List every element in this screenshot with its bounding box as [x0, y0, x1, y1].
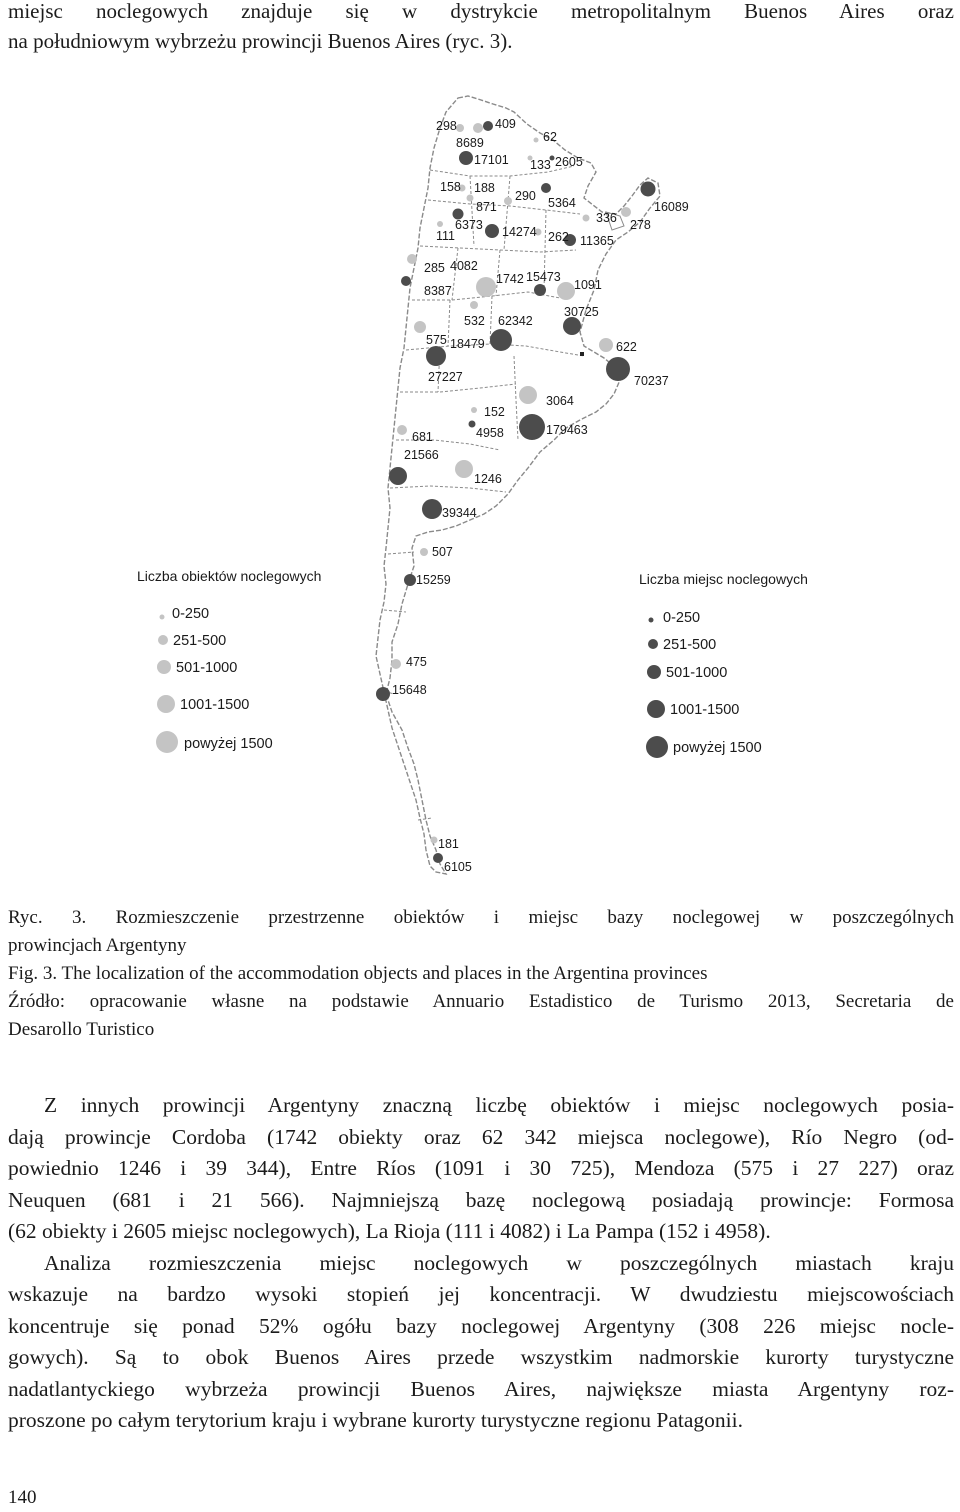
object-circle: [534, 138, 539, 143]
map-value-label: 622: [616, 340, 637, 354]
map-value-label: 14274: [502, 225, 537, 239]
map-value-label: 30725: [564, 305, 599, 319]
map-value-label: 18479: [450, 337, 485, 351]
paragraph-line: gowych). Są to obok Buenos Aires przede wszystkim nadmorskie kurorty turystyczne: [8, 1345, 954, 1369]
caption-pl-line-2: prowincjach Argentyny: [8, 935, 187, 956]
marker-dot: [580, 352, 584, 356]
map-value-label: 575: [426, 333, 447, 347]
object-circle: [420, 548, 428, 556]
figure-caption: [8, 904, 954, 1044]
paragraph-line: Z innych prowincji Argentyny znaczną liczbę obiektów i miejsc noclegowych posia-: [44, 1093, 954, 1117]
legend-objects-swatch-3: [157, 660, 171, 674]
paragraph-line: powiednio 1246 i 39 344), Entre Ríos (1091 i 30 725), Mendoza (575 i 27 227) oraz: [8, 1156, 954, 1180]
legend-objects-item-2: 251-500: [173, 633, 227, 649]
legend-places-item-5: powyżej 1500: [673, 740, 762, 756]
map-value-label: 681: [412, 430, 433, 444]
map-value-label: 8387: [424, 284, 452, 298]
legend-places-swatch-3: [647, 665, 661, 679]
map-value-label: 15259: [416, 573, 451, 587]
paragraph-line: proszone po całym terytorium kraju i wybrane kurorty turystyczne regionu Patagonii.: [8, 1408, 743, 1432]
map-value-label: 290: [515, 189, 536, 203]
object-circle: [519, 386, 537, 404]
map-value-label: 27227: [428, 370, 463, 384]
map-value-label: 5364: [548, 196, 576, 210]
object-circle: [583, 215, 590, 222]
place-circle: [534, 284, 546, 296]
map-value-label: 179463: [546, 423, 588, 437]
map-value-label: 4082: [450, 259, 478, 273]
map-value-label: 1246: [474, 472, 502, 486]
place-circle: [459, 151, 473, 165]
legend-objects-swatch-2: [158, 635, 168, 645]
map-value-label: 285: [424, 261, 445, 275]
argentina-map-figure: [0, 80, 960, 890]
map-value-label: 62: [543, 130, 557, 144]
object-circle: [407, 254, 417, 264]
page-number: 140: [8, 1487, 37, 1508]
map-value-label: 1091: [574, 278, 602, 292]
place-circle: [485, 224, 499, 238]
legend-places-item-2: 251-500: [663, 637, 717, 653]
legend-objects-swatch-1: [160, 615, 165, 620]
place-circle: [376, 687, 390, 701]
place-circle: [541, 183, 551, 193]
map-value-label: 475: [406, 655, 427, 669]
map-value-label: 39344: [442, 506, 477, 520]
legend-objects-item-3: 501-1000: [176, 660, 238, 676]
map-value-label: 278: [630, 218, 651, 232]
place-circle: [469, 421, 476, 428]
legend-objects-title: Liczba obiektów noclegowych: [137, 568, 322, 584]
object-circle: [414, 321, 426, 333]
paragraph-line: koncentruje się ponad 52% ogółu bazy noclegowej Argentyny (308 226 miejsc nocle-: [8, 1313, 954, 1338]
place-circle: [641, 182, 656, 197]
place-circle: [426, 346, 446, 366]
object-circle: [467, 195, 474, 202]
top-paragraph: [8, 0, 954, 56]
object-circle: [470, 301, 478, 309]
paragraph-line: (62 obiekty i 2605 miejsc noclegowych), La Rioja (111 i 4082) i La Pampa (152 i 4958).: [8, 1219, 771, 1243]
object-circle: [455, 460, 473, 478]
object-circle: [599, 338, 613, 352]
caption-en: Fig. 3. The localization of the accommodation objects and places in the Argentina provinces: [8, 963, 708, 984]
map-value-label: 15648: [392, 683, 427, 697]
legend-objects-swatch-5: [156, 731, 178, 753]
map-value-label: 2605: [555, 155, 583, 169]
map-value-label: 17101: [474, 153, 509, 167]
object-circle: [473, 123, 483, 133]
map-value-label: 152: [484, 405, 505, 419]
map-value-label: 871: [476, 200, 497, 214]
place-circle: [519, 414, 545, 440]
map-value-label: 507: [432, 545, 453, 559]
map-value-label: 1742: [496, 272, 524, 286]
legend-places-swatch-1: [649, 618, 654, 623]
legend-places-title: Liczba miejsc noclegowych: [639, 571, 808, 587]
legend-places-item-3: 501-1000: [666, 665, 728, 681]
top-line-2: na południowym wybrzeżu prowincji Buenos Aires (ryc. 3).: [8, 29, 513, 53]
caption-source-line-1: Źródło: opracowanie własne na podstawie Annuario Estadistico de Turismo 2013, Secretaria de: [8, 991, 954, 1012]
legend-places-item-4: 1001-1500: [670, 702, 740, 718]
caption-pl-line-1: Ryc. 3. Rozmieszczenie przestrzenne obiektów i miejsc bazy noclegowej w poszczególnych: [8, 907, 954, 928]
legend-objects-swatch-4: [157, 695, 175, 713]
legend-places-swatch-5: [646, 736, 668, 758]
caption-source-line-2: Desarollo Turistico: [8, 1019, 155, 1040]
legend-places-item-1: 0-250: [663, 610, 701, 626]
place-circle: [563, 317, 581, 335]
place-circle: [401, 276, 411, 286]
place-circle: [483, 121, 493, 131]
map-value-label: 336: [596, 211, 617, 225]
map-value-label: 21566: [404, 448, 439, 462]
map-value-label: 4958: [476, 426, 504, 440]
object-circle: [621, 207, 631, 217]
map-value-label: 70237: [634, 374, 669, 388]
place-circle: [404, 574, 416, 586]
legend-objects: [137, 568, 321, 753]
object-circle: [391, 659, 401, 669]
legend-objects-item-5: powyżej 1500: [184, 736, 273, 752]
body-paragraph: [8, 1090, 954, 1437]
paragraph-line: dają prowincje Cordoba (1742 obiekty oraz 62 342 miejsca noclegowe), Río Negro (od-: [8, 1124, 954, 1149]
paragraph-line: Analiza rozmieszczenia miejsc noclegowych w poszczególnych miastach kraju: [44, 1250, 954, 1275]
map-value-label: 8689: [456, 136, 484, 150]
map-value-label: 188: [474, 181, 495, 195]
paragraph-line: Neuquen (681 i 21 566). Najmniejszą bazę noclegową posiadają prowincje: Formosa: [8, 1187, 954, 1212]
map-value-label: 532: [464, 314, 485, 328]
map-value-label: 16089: [654, 200, 689, 214]
map-value-label: 15473: [526, 270, 561, 284]
map-value-label: 262: [548, 230, 569, 244]
map-value-label: 111: [436, 229, 456, 243]
place-circle: [433, 853, 443, 863]
legend-places: [639, 571, 808, 758]
legend-objects-item-4: 1001-1500: [180, 697, 250, 713]
object-circle: [504, 197, 512, 205]
object-circle: [397, 425, 407, 435]
paragraph-line: wskazuje na bardzo wysoki stopień jej koncentracji. W dwudziestu miejscowościach: [8, 1282, 954, 1306]
object-circle: [456, 124, 464, 132]
map-value-label: 409: [495, 117, 516, 131]
map-value-label: 158: [440, 180, 461, 194]
place-circle: [490, 329, 512, 351]
legend-objects-item-1: 0-250: [172, 606, 210, 622]
legend-places-swatch-2: [648, 639, 658, 649]
map-value-label: 11365: [580, 234, 614, 248]
place-circle: [389, 467, 407, 485]
place-circle: [606, 357, 630, 381]
legend-places-swatch-4: [647, 700, 665, 718]
map-value-label: 133: [530, 158, 551, 172]
map-value-label: 181: [438, 837, 459, 851]
place-circle: [422, 499, 442, 519]
paragraph-line: nadatlantyckiego wybrzeża prowincji Buenos Aires, największe miasta Argentyny roz-: [8, 1376, 954, 1401]
object-circle: [437, 221, 443, 227]
map-value-label: 298: [436, 119, 457, 133]
object-circle: [431, 837, 438, 844]
map-value-label: 62342: [498, 314, 533, 328]
object-circle: [471, 407, 477, 413]
object-circle: [476, 277, 496, 297]
object-circle: [557, 282, 575, 300]
map-value-label: 6105: [444, 860, 472, 874]
map-value-label: 6373: [455, 218, 483, 232]
top-line-1: miejsc noclegowych znajduje się w dystrykcie metropolitalnym Buenos Aires oraz: [8, 0, 954, 23]
map-value-label: 3064: [546, 394, 574, 408]
argentina-outline: [376, 96, 660, 874]
